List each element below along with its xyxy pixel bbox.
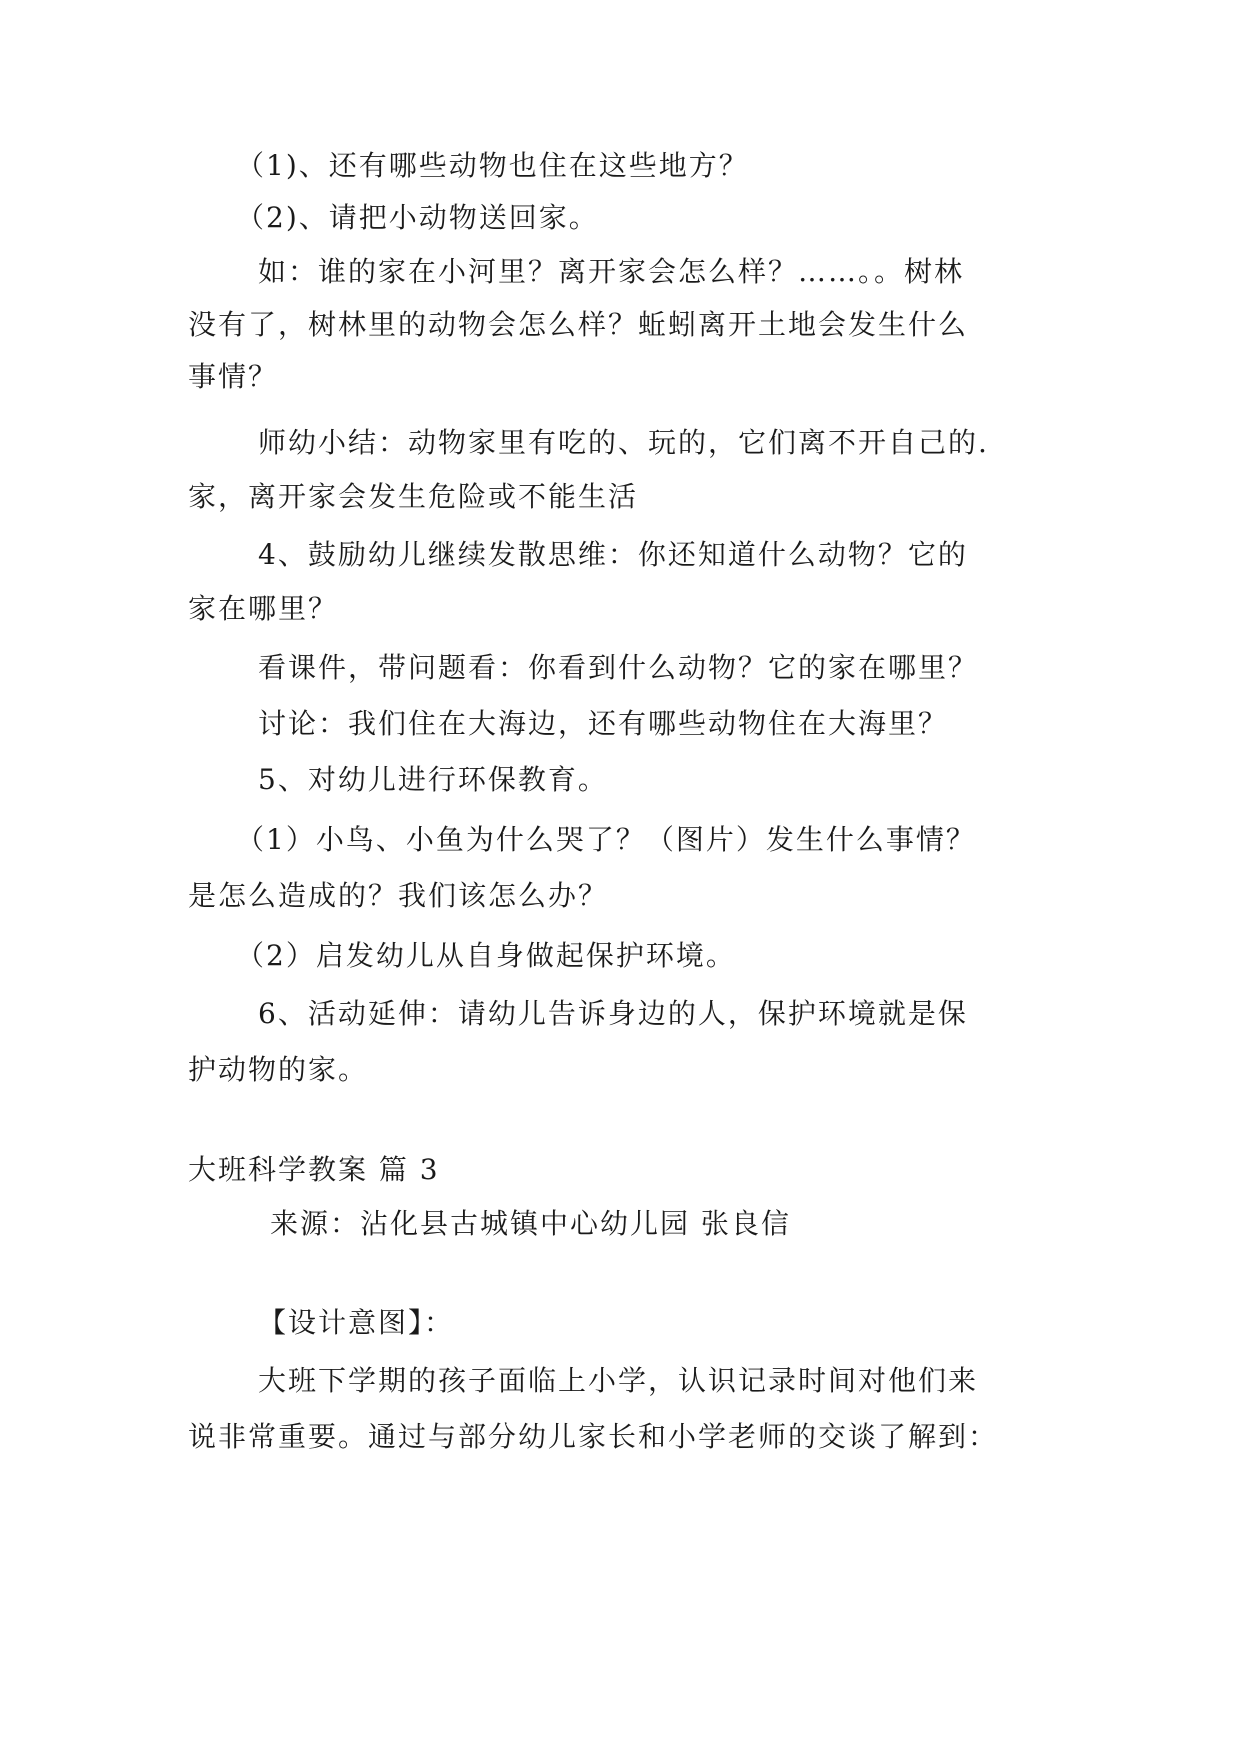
paragraph-line: （2)、请把小动物送回家。 [236, 201, 599, 234]
section-title: 大班科学教案 篇 3 [188, 1153, 440, 1186]
paragraph-line: 师幼小结：动物家里有吃的、玩的，它们离不开自己的. [258, 426, 989, 459]
design-heading: 【设计意图】： [258, 1306, 455, 1339]
paragraph-line: （1)、还有哪些动物也住在这些地方？ [236, 149, 749, 182]
paragraph-line: 护动物的家。 [188, 1053, 369, 1086]
paragraph-line: 事情？ [188, 360, 279, 393]
source-line: 来源：沾化县古城镇中心幼儿园 张良信 [270, 1207, 791, 1240]
paragraph-line: 大班下学期的孩子面临上小学，认识记录时间对他们来 [258, 1364, 979, 1397]
paragraph-line: 6、活动延伸：请幼儿告诉身边的人，保护环境就是保 [258, 997, 968, 1030]
paragraph-line: 家在哪里？ [188, 592, 339, 625]
paragraph-line: 是怎么造成的？我们该怎么办？ [188, 879, 609, 912]
paragraph-line: 4、鼓励幼儿继续发散思维：你还知道什么动物？它的 [258, 538, 968, 571]
paragraph-line: 没有了，树林里的动物会怎么样？蚯蚓离开土地会发生什么 [188, 308, 969, 341]
paragraph-line: 讨论：我们住在大海边，还有哪些动物住在大海里？ [258, 707, 949, 740]
paragraph-line: 5、对幼儿进行环保教育。 [258, 763, 608, 796]
paragraph-line: （2）启发幼儿从自身做起保护环境。 [236, 939, 736, 972]
paragraph-line: 如：谁的家在小河里？离开家会怎么样？……。。树林 [258, 255, 965, 288]
paragraph-line: 看课件，带问题看：你看到什么动物？它的家在哪里？ [258, 651, 979, 684]
paragraph-line: （1）小鸟、小鱼为什么哭了？（图片）发生什么事情？ [236, 823, 976, 856]
paragraph-line: 说非常重要。通过与部分幼儿家长和小学老师的交谈了解到： [188, 1420, 999, 1453]
paragraph-line: 家，离开家会发生危险或不能生活 [188, 480, 639, 513]
